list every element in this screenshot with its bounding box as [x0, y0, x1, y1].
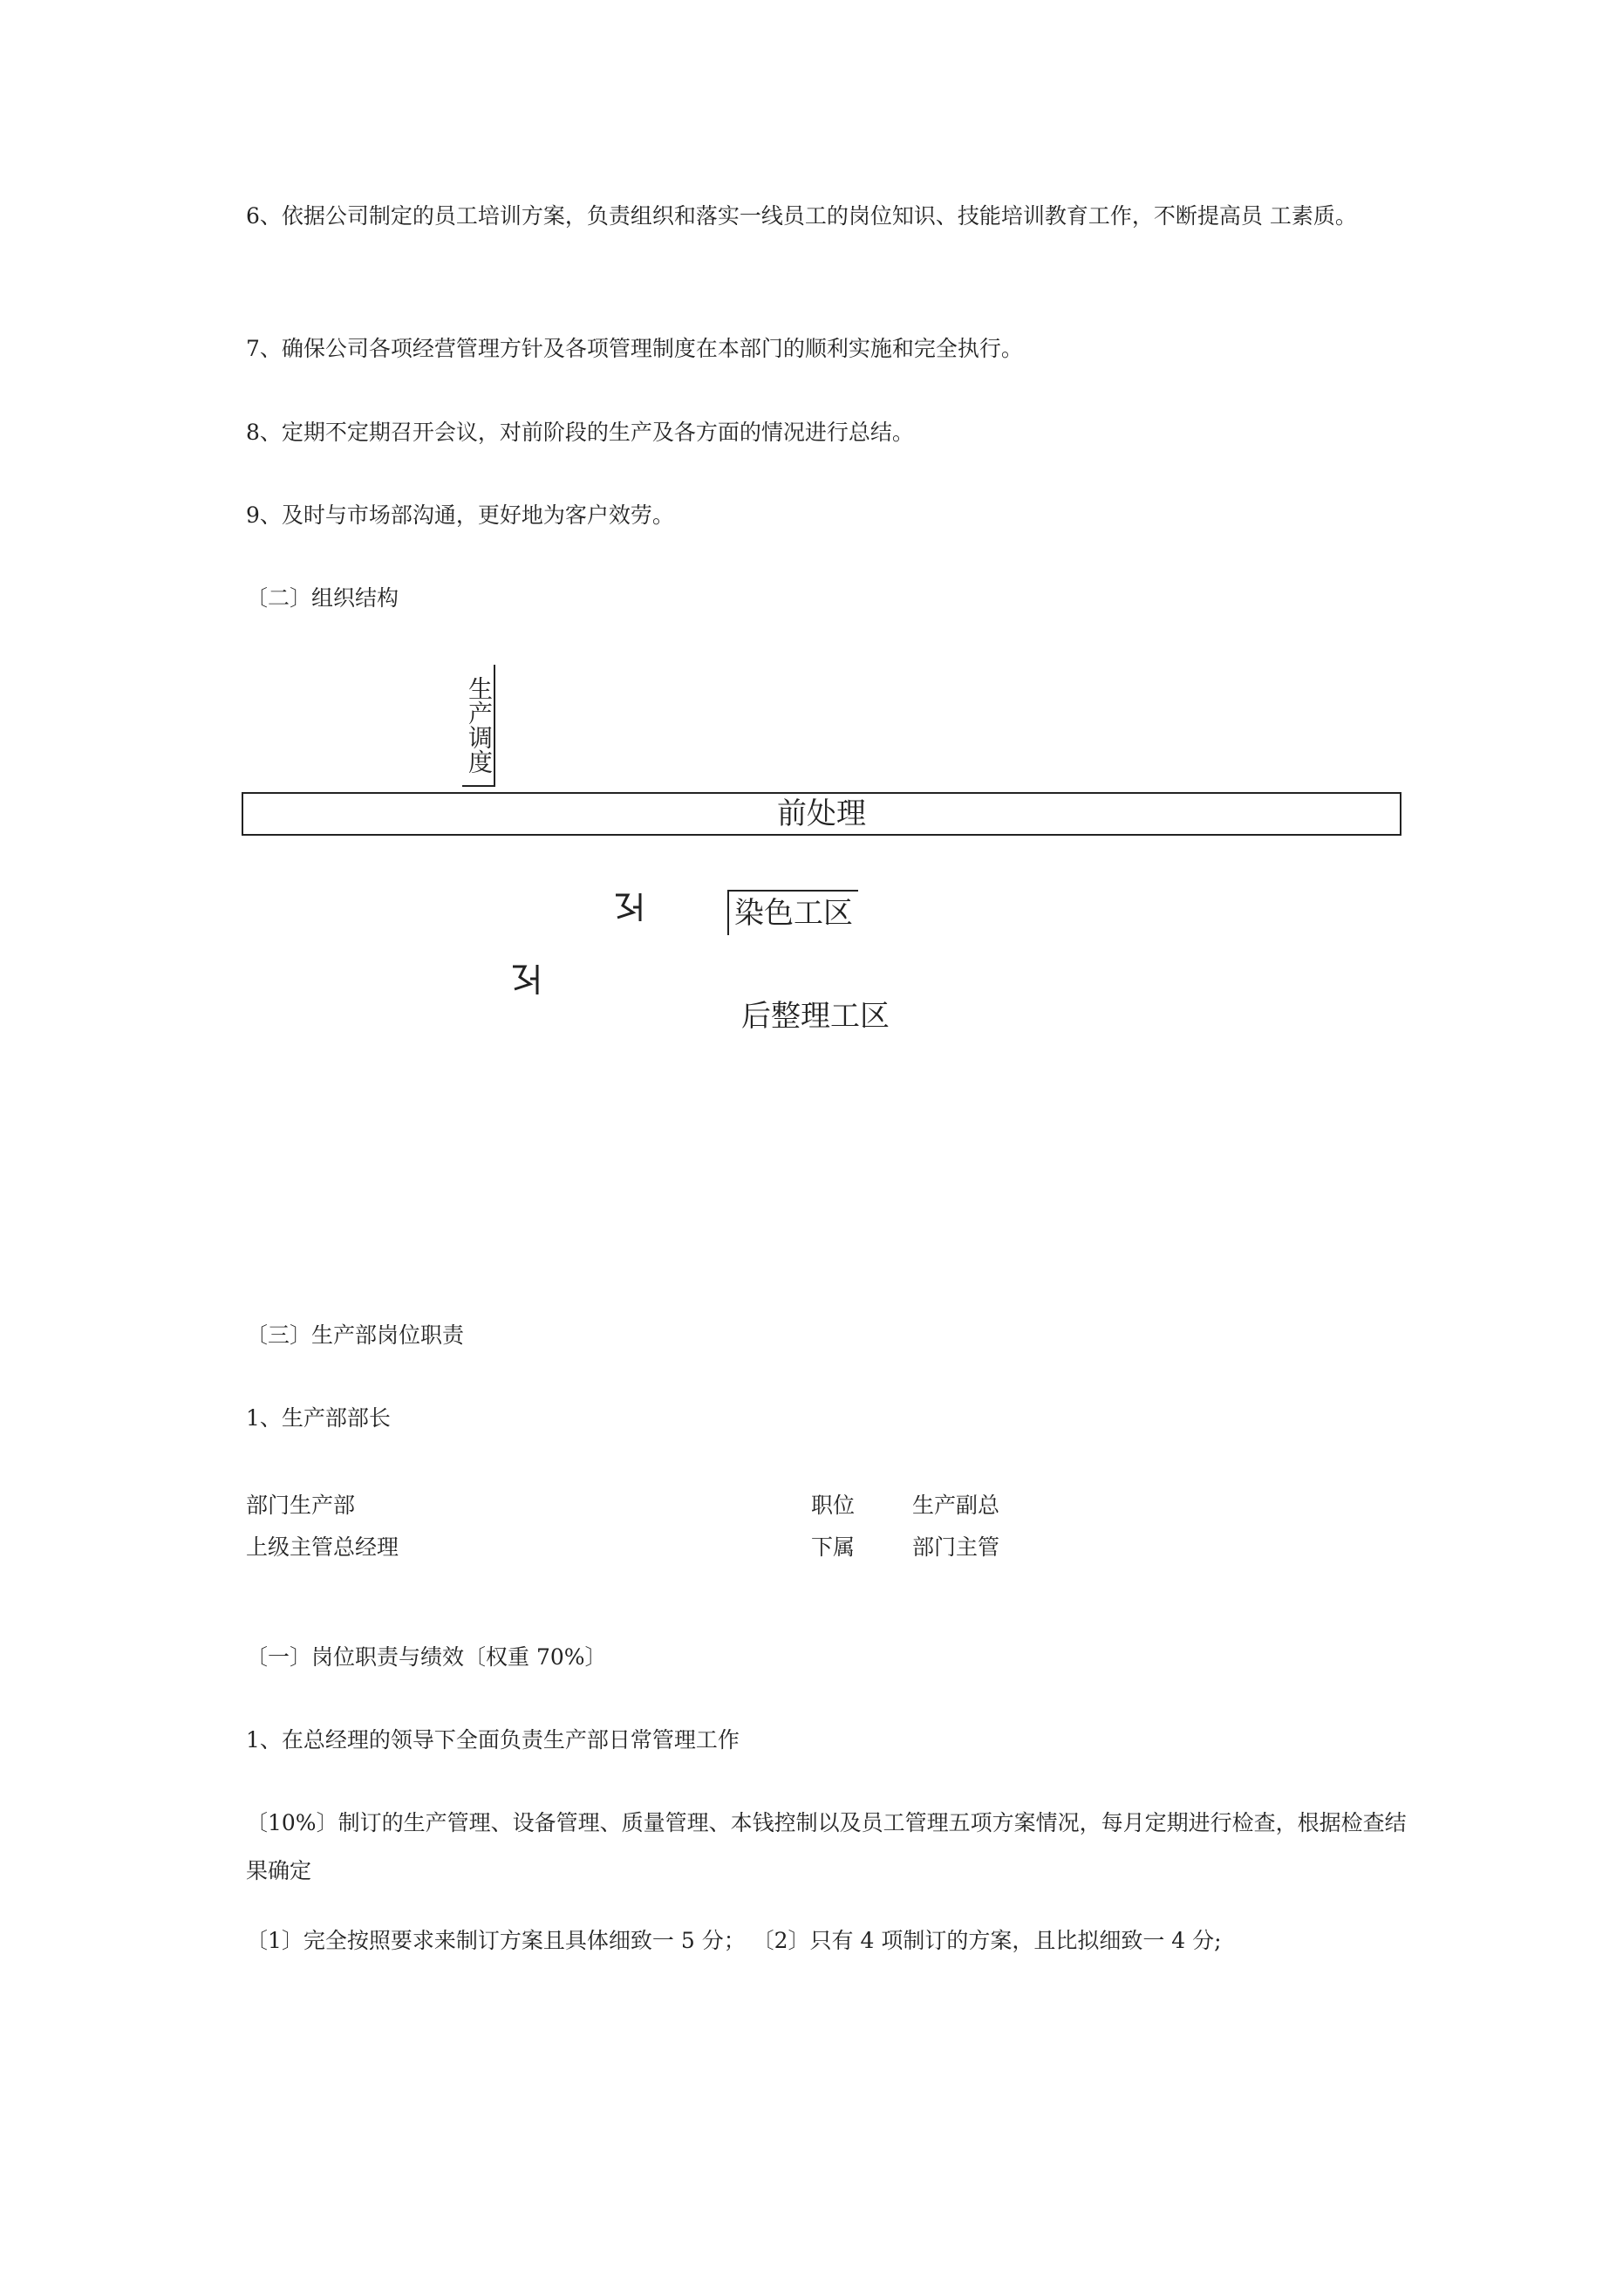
subordinate-label: 下属 [811, 1534, 856, 1560]
connector-arrow-icon [610, 888, 649, 926]
connector-arrow-icon-2 [508, 960, 546, 998]
org-box-finishing: 后整理工区 [741, 999, 890, 1034]
section-title-duties: 〔三〕生产部岗位职责 [246, 1322, 465, 1348]
superior-label: 上级主管总经理 [246, 1534, 399, 1560]
paragraph-7: 7、确保公司各项经营管理方针及各项管理制度在本部门的顺利实施和完全执行。 [246, 336, 1023, 361]
dept-label: 部门生产部 [246, 1493, 356, 1518]
duties-title: 〔一〕岗位职责与绩效〔权重 70%〕 [246, 1644, 607, 1670]
position-title: 1、生产部部长 [246, 1405, 391, 1431]
duty-1-description: 〔10%〕制订的生产管理、设备管理、质量管理、本钱控制以及员工管理五项方案情况，每月定期进行检查，根据检查结果确定 [246, 1810, 1407, 1883]
org-box-dyeing: 染色工区 [727, 890, 858, 935]
position-label: 职位 [811, 1493, 856, 1518]
duty-1-scoring: 〔1〕完全按照要求来制订方案且具体细致一 5 分； 〔2〕只有 4 项制订的方案，且比拟细致一 4 分; [246, 1928, 1222, 1953]
paragraph-8: 8、定期不定期召开会议，对前阶段的生产及各方面的情况进行总结。 [246, 420, 914, 445]
section-title-org: 〔二〕组织结构 [246, 585, 399, 611]
org-box-dispatch: 生产调度 [462, 665, 495, 787]
paragraph-9: 9、及时与市场部沟通，更好地为客户效劳。 [246, 502, 674, 528]
duty-1: 1、在总经理的领导下全面负责生产部日常管理工作 [246, 1727, 740, 1753]
position-value: 生产副总 [912, 1493, 1000, 1518]
subordinate-value: 部门主管 [912, 1534, 1000, 1560]
paragraph-6: 6、依据公司制定的员工培训方案，负责组织和落实一线员工的岗位知识、技能培训教育工作，不断提高员 工素质。 [246, 203, 1357, 229]
org-box-pretreat: 前处理 [242, 792, 1401, 836]
